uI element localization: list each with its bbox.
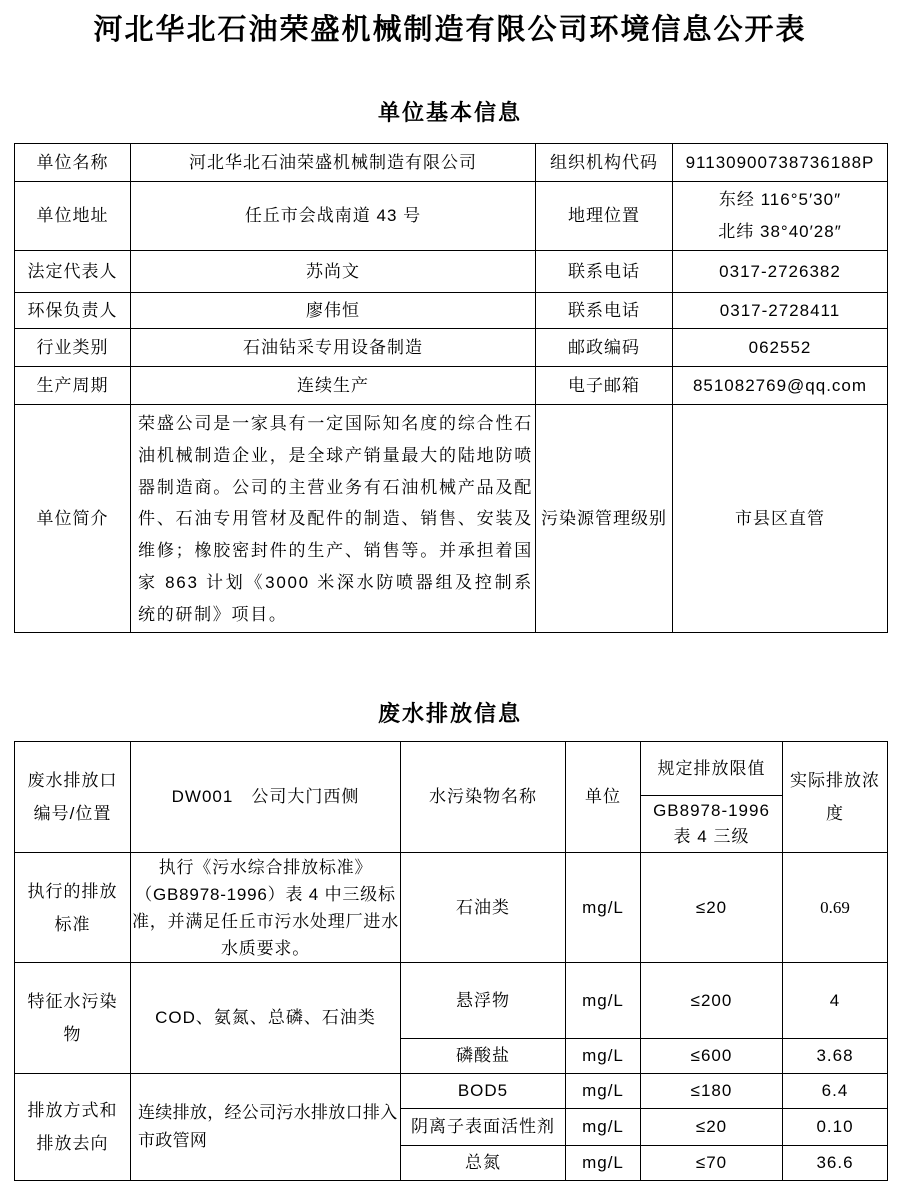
postcode-value: 062552	[673, 329, 888, 367]
row-industry	[15, 329, 888, 367]
intro-label: 单位简介	[15, 405, 131, 633]
discharge-label: 排放方式和排放去向	[15, 1074, 131, 1181]
legal-rep-label: 法定代表人	[15, 251, 131, 293]
unit-name-value: 河北华北石油荣盛机械制造有限公司	[131, 144, 536, 182]
pollutant-actual: 3.68	[783, 1039, 888, 1074]
pollution-level-value: 市县区直管	[673, 405, 888, 633]
env-manager-value: 廖伟恒	[131, 293, 536, 329]
row-standard	[15, 853, 888, 963]
org-code-value: 91130900738736188P	[673, 144, 888, 182]
row-legal-rep	[15, 251, 888, 293]
pollutant-actual: 0.10	[783, 1109, 888, 1146]
pollutant-actual: 0.69	[783, 853, 888, 963]
pollutant-limit: ≤600	[641, 1039, 783, 1074]
pollutant-unit: mg/L	[566, 963, 641, 1039]
env-manager-label: 环保负责人	[15, 293, 131, 329]
postcode-label: 邮政编码	[536, 329, 673, 367]
pollutant-name: 阴离子表面活性剂	[401, 1109, 566, 1146]
row-header-top	[15, 742, 888, 796]
outlet-label: 废水排放口编号/位置	[15, 742, 131, 853]
row-characteristic	[15, 963, 888, 1039]
characteristic-label: 特征水污染物	[15, 963, 131, 1074]
limit-standard	[641, 796, 783, 853]
row-discharge	[15, 1074, 888, 1109]
pollutant-actual: 6.4	[783, 1074, 888, 1109]
actual-concentration-header: 实际排放浓度	[783, 742, 888, 853]
pollutant-limit: ≤180	[641, 1074, 783, 1109]
latitude: 北纬 38°40′28″	[718, 222, 842, 241]
industry-value: 石油钻采专用设备制造	[131, 329, 536, 367]
pollutant-unit: mg/L	[566, 1109, 641, 1146]
org-code-label: 组织机构代码	[536, 144, 673, 182]
pollution-level-label: 污染源管理级别	[536, 405, 673, 633]
pollutant-unit: mg/L	[566, 1074, 641, 1109]
unit-header: 单位	[566, 742, 641, 853]
limit-standard-code: GB8978-1996	[653, 801, 770, 820]
pollutant-limit: ≤20	[641, 853, 783, 963]
row-address	[15, 182, 888, 251]
legal-rep-value: 苏尚文	[131, 251, 536, 293]
production-value: 连续生产	[131, 367, 536, 405]
phone-value: 0317-2726382	[673, 251, 888, 293]
pollutant-limit: ≤200	[641, 963, 783, 1039]
production-label: 生产周期	[15, 367, 131, 405]
industry-label: 行业类别	[15, 329, 131, 367]
row-unit-name	[15, 144, 888, 182]
discharge-value: 连续排放，经公司污水排放口排入市政管网	[131, 1074, 401, 1181]
basic-info-heading: 单位基本信息	[377, 100, 522, 125]
wastewater-heading: 废水排放信息	[377, 701, 522, 726]
pollutant-actual: 36.6	[783, 1146, 888, 1181]
pollutant-name-header: 水污染物名称	[401, 742, 566, 853]
address-value: 任丘市会战南道 43 号	[131, 182, 536, 251]
outlet-value: DW001 公司大门西侧	[131, 742, 401, 853]
pollutant-limit: ≤70	[641, 1146, 783, 1181]
phone-value: 0317-2728411	[673, 293, 888, 329]
email-value: 851082769@qq.com	[673, 367, 888, 405]
pollutant-unit: mg/L	[566, 1039, 641, 1074]
pollutant-name: BOD5	[401, 1074, 566, 1109]
row-env-manager	[15, 293, 888, 329]
pollutant-actual: 4	[783, 963, 888, 1039]
address-label: 单位地址	[15, 182, 131, 251]
longitude: 东经 116°5′30″	[718, 190, 842, 209]
wastewater-table	[14, 741, 888, 1181]
phone-label: 联系电话	[536, 251, 673, 293]
pollutant-name: 磷酸盐	[401, 1039, 566, 1074]
limit-standard-grade: 表 4 三级	[673, 827, 750, 846]
row-intro	[15, 405, 888, 633]
unit-name-label: 单位名称	[15, 144, 131, 182]
pollutant-name: 总氮	[401, 1146, 566, 1181]
standard-value: 执行《污水综合排放标准》（GB8978-1996）表 4 中三级标准，并满足任丘市污水处理厂进水水质要求。	[131, 853, 401, 963]
location-value	[673, 182, 888, 251]
document-title: 河北华北石油荣盛机械制造有限公司环境信息公开表	[93, 14, 807, 46]
phone-label: 联系电话	[536, 293, 673, 329]
pollutant-name: 石油类	[401, 853, 566, 963]
pollutant-unit: mg/L	[566, 853, 641, 963]
pollutant-limit: ≤20	[641, 1109, 783, 1146]
pollutant-unit: mg/L	[566, 1146, 641, 1181]
limit-header: 规定排放限值	[641, 742, 783, 796]
characteristic-value: COD、氨氮、总磷、石油类	[131, 963, 401, 1074]
intro-text: 荣盛公司是一家具有一定国际知名度的综合性石油机械制造企业，是全球产销量最大的陆地防喷器制造商。公司的主营业务有石油机械产品及配件、石油专用管材及配件的制造、销售、安装及维修；橡胶密封件的生产、销售等。并承担着国家 863 计划《3000 米深水防喷器组及控制系统的研制》项目。	[131, 405, 536, 633]
standard-label: 执行的排放标准	[15, 853, 131, 963]
row-production	[15, 367, 888, 405]
pollutant-name: 悬浮物	[401, 963, 566, 1039]
basic-info-table	[14, 143, 888, 633]
location-label: 地理位置	[536, 182, 673, 251]
email-label: 电子邮箱	[536, 367, 673, 405]
